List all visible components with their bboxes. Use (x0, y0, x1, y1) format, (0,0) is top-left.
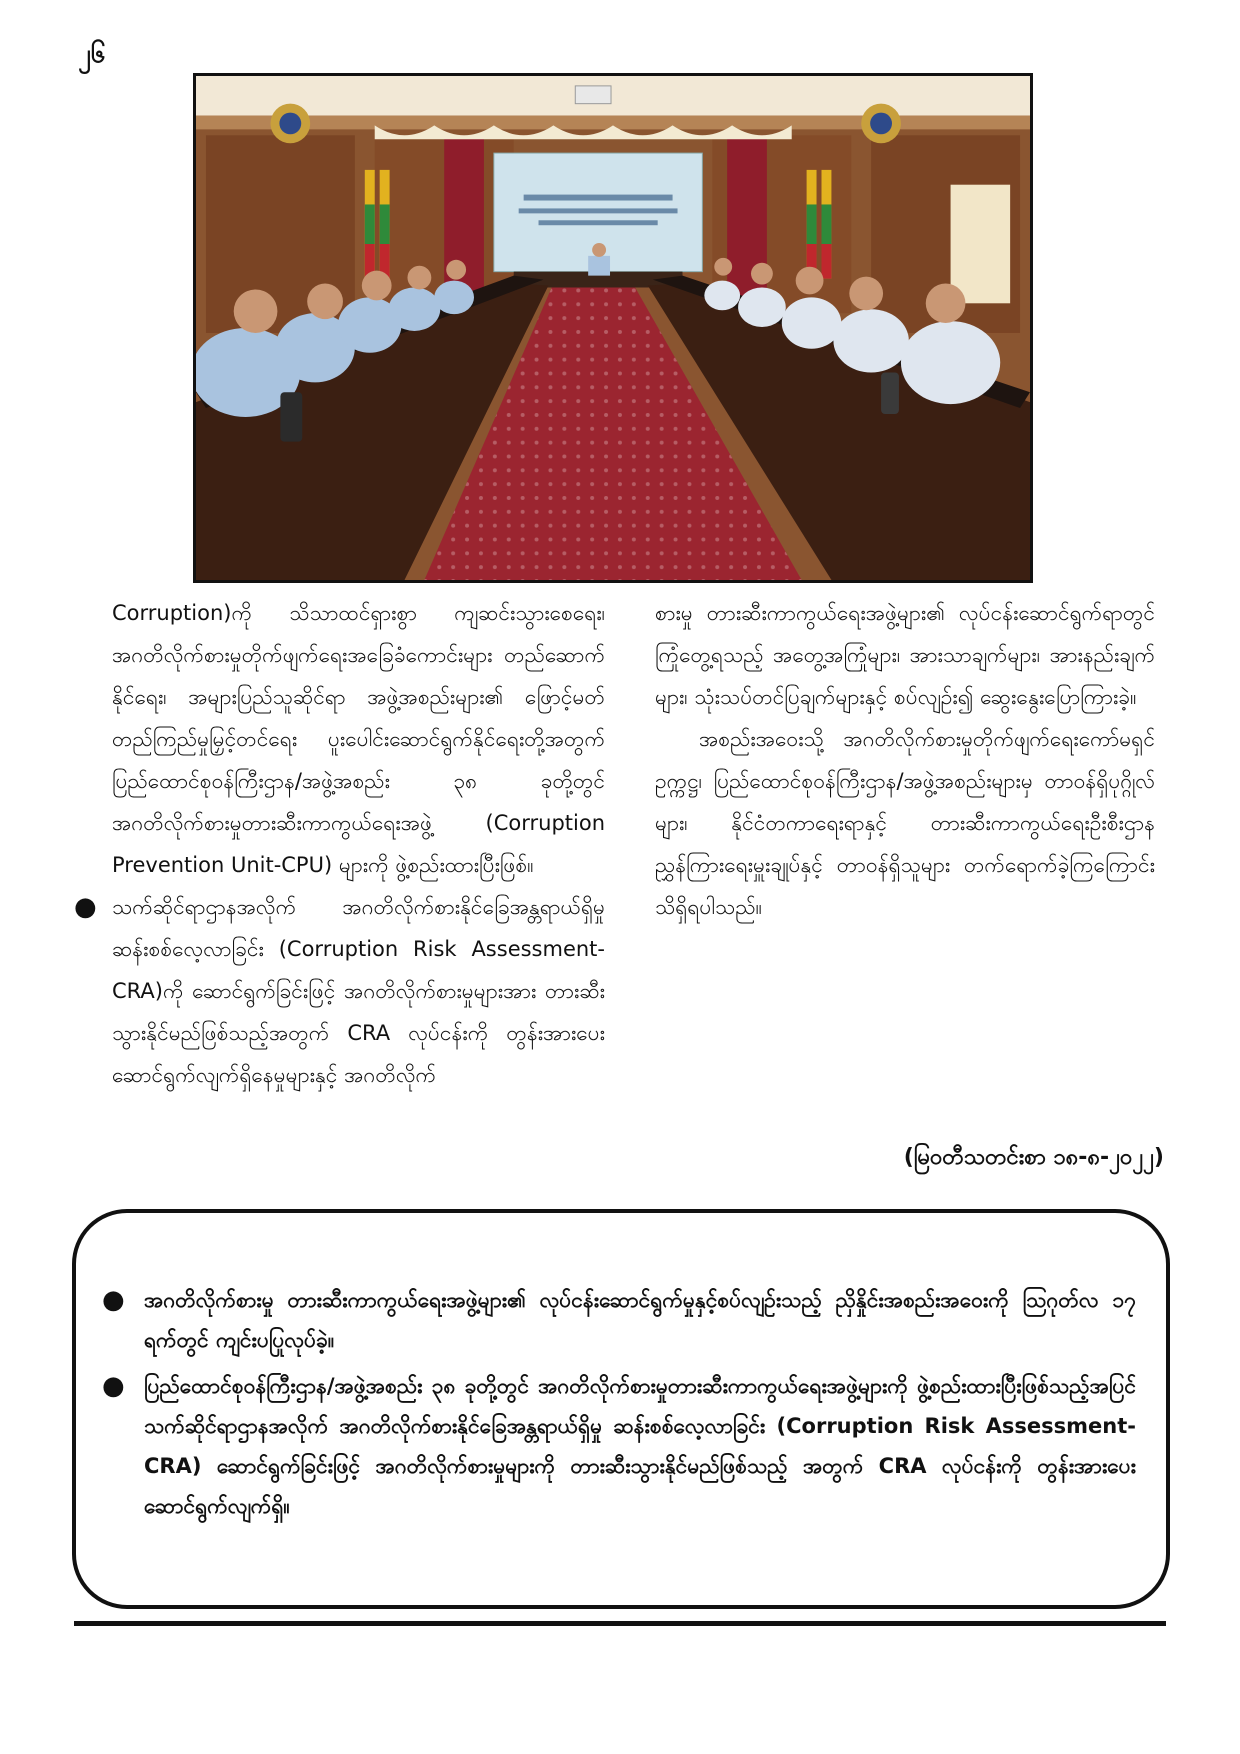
left-paragraph: Corruption)ကို သိသာထင်ရှားစွာ ကျဆင်းသွားစေရေး၊ အဂတိလိုက်စားမှုတိုက်ဖျက်ရေးအခြေခံကောင်းများ တည်ဆောက်နိုင်ရေး၊ အများပြည်သူဆိုင်ရာ အဖွဲ့အစည်းများ၏ ဖြောင့်မတ်တည်ကြည်မှုမြှင့်တင်ရေး ပူးပေါင်းဆောင်ရွက်နိုင်ရေးတို့အတွက် ပြည်ထောင်စုဝန်ကြီးဌာန/အဖွဲ့အစည်း ၃၈ ခုတို့တွင် အဂတိလိုက်စားမှုတားဆီးကာကွယ်ရေးအဖွဲ့ (Corruption Prevention Unit-CPU) များကို ဖွဲ့စည်းထားပြီးဖြစ်။ (112, 601, 605, 877)
source-citation: (မြဝတီသတင်းစာ ၁၈-၈-၂၀၂၂) (903, 1145, 1164, 1170)
right-paragraph-2: အစည်းအဝေးသို့ အဂတိလိုက်စားမှုတိုက်ဖျက်ရေးကော်မရှင်ဥက္ကဋ္ဌ၊ ပြည်ထောင်စုဝန်ကြီးဌာန/အဖွဲ့အစည်းများမှ တာဝန်ရှိပုဂ္ဂိုလ်များ၊ နိုင်ငံတကာရေးရာနှင့် တားဆီးကာကွယ်ရေးဦးစီးဌာန ညွှန်ကြားရေးမှူးချုပ်နှင့် တာဝန်ရှိသူများ တက်ရောက်ခဲ့ကြကြောင်း သိရှိရပါသည်။ (655, 727, 1155, 919)
right-column (655, 592, 1155, 928)
meeting-room-illustration (196, 76, 1030, 580)
bottom-rule (74, 1621, 1166, 1626)
left-column (74, 592, 605, 1096)
page-number: ၂၆ (78, 39, 106, 69)
right-paragraph-1: စားမှု တားဆီးကာကွယ်ရေးအဖွဲ့များ၏ လုပ်ငန်းဆောင်ရွက်ရာတွင် ကြုံတွေ့ရသည့် အတွေ့အကြုံများ၊ အားသာချက်များ၊ အားနည်းချက်များ၊ သုံးသပ်တင်ပြချက်များနှင့် စပ်လျဉ်း၍ ဆွေးနွေးပြောကြားခဲ့။ (655, 601, 1155, 709)
bullet-icon: ● (102, 1285, 125, 1315)
bullet-icon: ● (102, 1371, 125, 1401)
meeting-photo (193, 73, 1033, 583)
summary-item-text: အဂတိလိုက်စားမှု တားဆီးကာကွယ်ရေးအဖွဲ့များ၏ လုပ်ငန်းဆောင်ရွက်မှုနှင့်စပ်လျဉ်းသည့် ညှိနှိုင်းအစည်းအဝေးကို ဩဂုတ်လ ၁၇ ရက်တွင် ကျင်းပပြုလုပ်ခဲ့။ (144, 1288, 1136, 1352)
left-bullet (74, 886, 605, 1096)
summary-item (102, 1366, 1136, 1526)
left-bullet-text: သက်ဆိုင်ရာဌာနအလိုက် အဂတိလိုက်စားနိုင်ခြေအန္တရာယ်ရှိမှု ဆန်းစစ်လေ့လာခြင်း (Corruption Risk Assessment-CRA)ကို ဆောင်ရွက်ခြင်းဖြင့် အဂတိလိုက်စားမှုများအား တားဆီးသွားနိုင်မည်ဖြစ်သည့်အတွက် CRA လုပ်ငန်းကို တွန်းအားပေး ဆောင်ရွက်လျက်ရှိနေမှုများနှင့် အဂတိလိုက် (112, 895, 605, 1087)
summary-item (102, 1280, 1136, 1360)
summary-box (72, 1209, 1170, 1609)
summary-list (102, 1280, 1136, 1532)
summary-item-text: ပြည်ထောင်စုဝန်ကြီးဌာန/အဖွဲ့အစည်း ၃၈ ခုတို့တွင် အဂတိလိုက်စားမှုတားဆီးကာကွယ်ရေးအဖွဲ့များကို ဖွဲ့စည်းထားပြီးဖြစ်သည့်အပြင် သက်ဆိုင်ရာဌာနအလိုက် အဂတိလိုက်စားနိုင်ခြေအန္တရာယ်ရှိမှု ဆန်းစစ်လေ့လာခြင်း (Corruption Risk Assessment-CRA) ဆောင်ရွက်ခြင်းဖြင့် အဂတိလိုက်စားမှုများကို တားဆီးသွားနိုင်မည်ဖြစ်သည့် အတွက် CRA လုပ်ငန်းကို တွန်းအားပေးဆောင်ရွက်လျက်ရှိ။ (144, 1374, 1136, 1518)
bullet-icon: ● (74, 892, 97, 922)
